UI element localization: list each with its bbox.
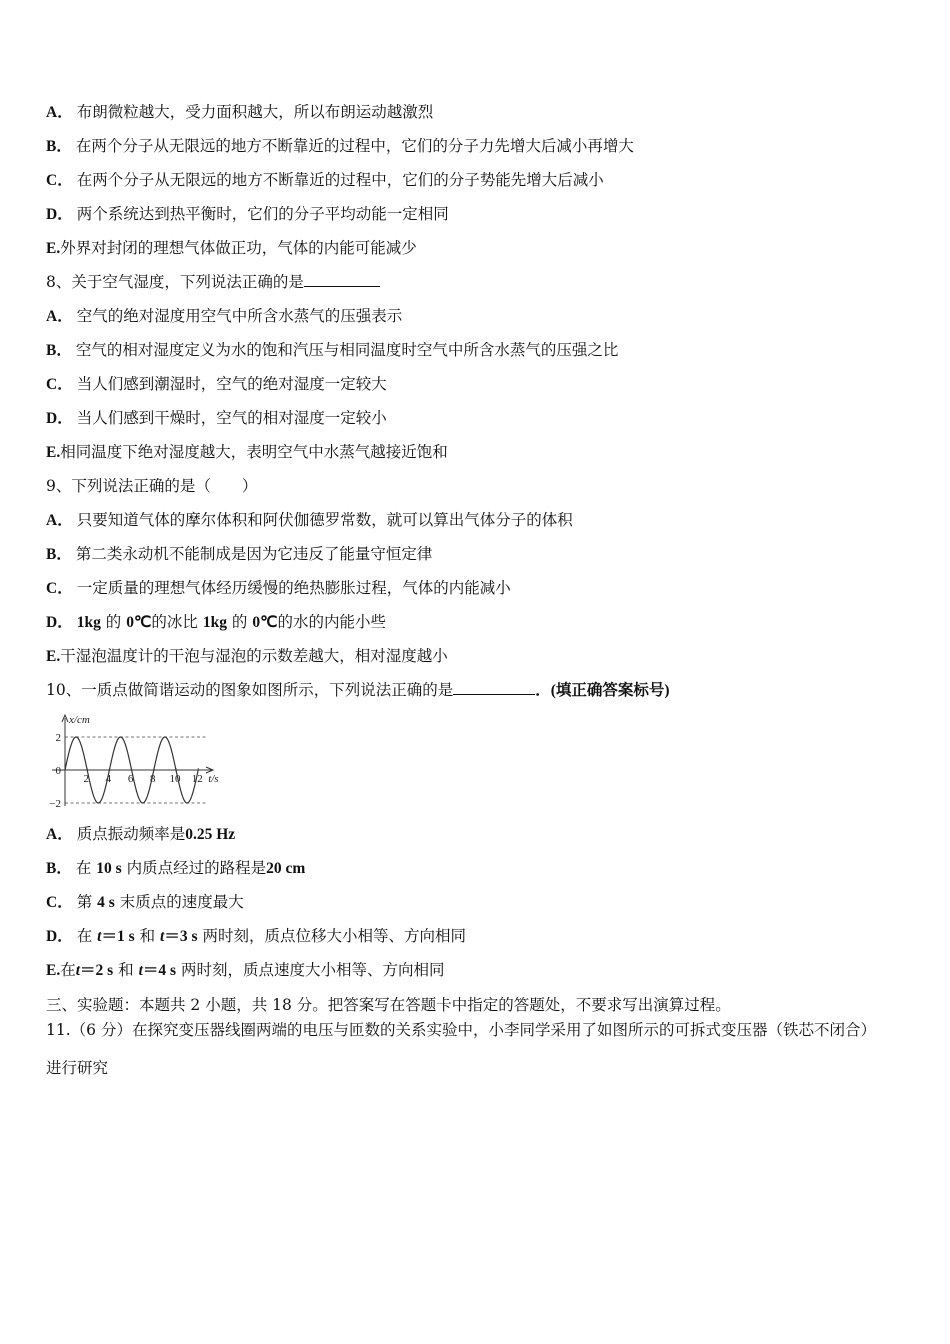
- y-tick-label: −2: [49, 798, 61, 810]
- q8-option-a: A． 空气的绝对湿度用空气中所含水蒸气的压强表示: [46, 307, 403, 325]
- q9-stem: 9、下列说法正确的是（ ）: [46, 477, 258, 495]
- q8-stem: 8、关于空气湿度，下列说法正确的是: [46, 272, 380, 292]
- section-heading: 三、实验题：本题共 2 小题，共 18 分。把答案写在答题卡中指定的答题处，不要求写出演算过程。: [46, 996, 731, 1014]
- q9-option-a: A． 只要知道气体的摩尔体积和阿伏伽德罗常数，就可以算出气体分子的体积: [46, 511, 573, 529]
- x-tick-label: 8: [150, 773, 156, 785]
- x-tick-label: 10: [169, 773, 181, 785]
- answer-blank: [453, 680, 535, 695]
- x-tick-label: 6: [127, 773, 134, 785]
- q10-option-c: C． 第 4 s 末质点的速度最大: [46, 893, 244, 911]
- y-tick-label: 0: [55, 765, 61, 777]
- x-tick-label: 12: [191, 773, 203, 785]
- x-tick-label: 2: [83, 773, 89, 785]
- q11-line2: 进行研究: [46, 1059, 109, 1077]
- shm-graph: [44, 712, 224, 812]
- q11-line1: 11.（6 分）在探究变压器线圈两端的电压与匝数的关系实验中，小李同学采用了如图所示的可拆式变压器（铁芯不闭合）: [46, 1021, 876, 1039]
- q10-option-e: E.在t＝2 s 和 t＝4 s 两时刻，质点速度大小相等、方向相同: [46, 961, 445, 979]
- q7-option-d: D． 两个系统达到热平衡时，它们的分子平均动能一定相同: [46, 205, 449, 223]
- q10-option-d: D． 在 t＝1 s 和 t＝3 s 两时刻，质点位移大小相等、方向相同: [46, 927, 466, 945]
- q8-option-e: E.相同温度下绝对湿度越大，表明空气中水蒸气越接近饱和: [46, 443, 448, 461]
- q10-stem: 10、一质点做简谐运动的图象如图所示，下列说法正确的是 ．(填正确答案标号): [46, 681, 670, 699]
- y-axis-label: x/cm: [69, 714, 90, 726]
- q9-option-c: C． 一定质量的理想气体经历缓慢的绝热膨胀过程，气体的内能减小: [46, 579, 511, 597]
- y-tick-label: 2: [55, 732, 61, 744]
- q8-option-b: B． 空气的相对湿度定义为水的饱和汽压与相同温度时空气中所含水蒸气的压强之比: [46, 341, 619, 359]
- answer-blank: [304, 272, 380, 287]
- q9-option-d: D． 1kg 的 0℃的冰比 1kg 的 0℃的水的内能小些: [46, 613, 387, 631]
- q8-option-d: D． 当人们感到干燥时，空气的相对湿度一定较小: [46, 409, 387, 427]
- q7-option-e: E.外界对封闭的理想气体做正功，气体的内能可能减少: [46, 239, 417, 257]
- q10-option-b: B． 在 10 s 内质点经过的路程是20 cm: [46, 859, 306, 877]
- q9-option-b: B． 第二类永动机不能制成是因为它违反了能量守恒定律: [46, 545, 433, 563]
- q9-option-e: E.干湿泡温度计的干泡与湿泡的示数差越大，相对湿度越小: [46, 647, 448, 665]
- q7-option-a: A． 布朗微粒越大，受力面积越大，所以布朗运动越激烈: [46, 103, 434, 121]
- x-axis-label: t/s: [208, 773, 219, 785]
- q7-option-c: C． 在两个分子从无限远的地方不断靠近的过程中，它们的分子势能先增大后减小: [46, 171, 604, 189]
- q7-option-b: B． 在两个分子从无限远的地方不断靠近的过程中，它们的分子力先增大后减小再增大: [46, 137, 634, 155]
- x-tick-label: 4: [105, 773, 112, 785]
- q8-option-c: C． 当人们感到潮湿时，空气的绝对湿度一定较大: [46, 375, 387, 393]
- q10-option-a: A． 质点振动频率是0.25 Hz: [46, 825, 236, 843]
